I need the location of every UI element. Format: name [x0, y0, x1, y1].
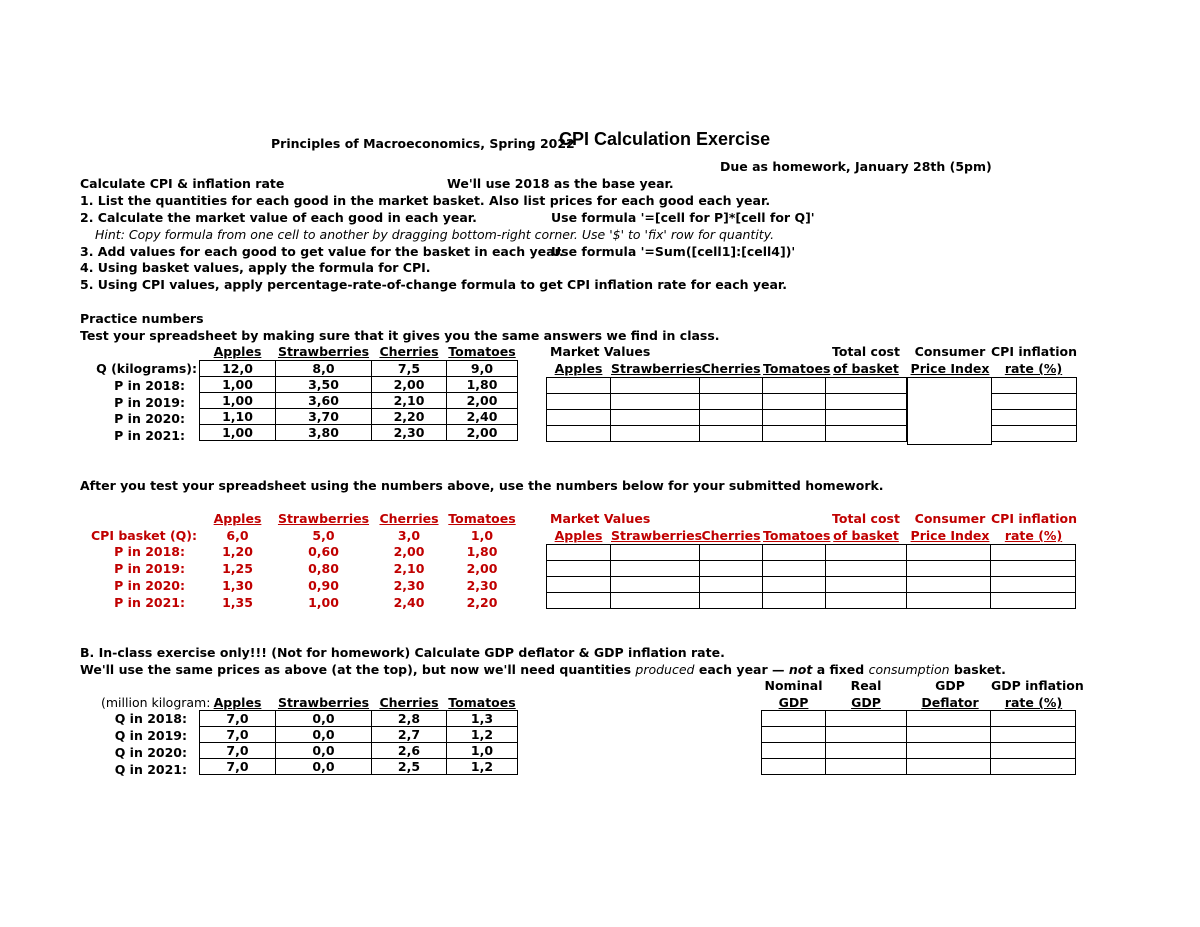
table-row — [547, 561, 1076, 577]
units-label: (million kilogram: — [101, 695, 211, 710]
table-cell[interactable]: 0,0 — [276, 759, 372, 775]
hw-total-cost-header: Total cost — [832, 511, 900, 526]
part-b-text: basket. — [953, 662, 1006, 677]
hint: Hint: Copy formula from one cell to another by dragging bottom-right corner. Use '$' to 'fix' row for quantity. — [95, 227, 775, 242]
table-cell[interactable]: 2,20 — [372, 409, 447, 425]
mv-col-tomatoes: Tomatoes — [763, 361, 831, 376]
practice-row-label: P in 2021: — [114, 428, 185, 443]
table-cell[interactable] — [826, 378, 907, 394]
practice-cpi-column — [907, 377, 992, 445]
part-b-text: produced — [635, 662, 695, 677]
table-cell[interactable]: 1,2 — [447, 727, 518, 743]
instructions-heading: Calculate CPI & inflation rate — [80, 176, 285, 191]
table-cell[interactable]: 2,5 — [372, 759, 447, 775]
table-cell[interactable] — [991, 727, 1076, 743]
hw-mv-col-apples: Apples — [554, 528, 603, 543]
cpi-inflation-header: CPI inflation — [991, 344, 1077, 359]
b-row-label: Q in 2018: — [114, 711, 187, 726]
table-row — [547, 394, 907, 410]
table-row — [200, 711, 518, 727]
table-row — [762, 743, 1076, 759]
table-cell[interactable]: 2,00 — [372, 377, 447, 393]
table-cell[interactable] — [992, 410, 1077, 426]
b-row-label: Q in 2021: — [114, 762, 187, 777]
table-row — [547, 577, 1076, 593]
hw-price: 2,40 — [393, 595, 425, 610]
part-b-text: not — [788, 662, 813, 677]
homework-answer-table — [546, 544, 1076, 609]
step-3: 3. Add values for each good to get value for the basket in each year. — [80, 244, 564, 259]
table-cell[interactable] — [991, 759, 1076, 775]
hw-price: 2,20 — [466, 595, 498, 610]
hw-market-values-title: Market Values — [550, 511, 651, 526]
total-cost-header: Total cost — [832, 344, 900, 359]
table-cell[interactable] — [611, 577, 700, 593]
table-cell[interactable] — [700, 593, 763, 609]
table-cell[interactable] — [826, 410, 907, 426]
practice-inflation-table — [991, 377, 1077, 442]
table-row — [908, 378, 992, 445]
table-cell[interactable] — [547, 561, 611, 577]
table-cell[interactable]: 2,30 — [372, 425, 447, 441]
table-cell[interactable]: 1,0 — [447, 743, 518, 759]
table-cell[interactable] — [611, 426, 700, 442]
table-cell[interactable] — [547, 394, 611, 410]
table-cell[interactable] — [826, 545, 907, 561]
table-cell[interactable]: 1,00 — [200, 425, 276, 441]
hw-col-tomatoes: Tomatoes — [448, 511, 516, 526]
practice-col-cherries: Cherries — [379, 344, 439, 359]
table-cell[interactable] — [547, 545, 611, 561]
step-2: 2. Calculate the market value of each good in each year. — [80, 210, 477, 225]
table-row — [200, 743, 518, 759]
step-5: 5. Using CPI values, apply percentage-rate-of-change formula to get CPI inflation rate for each year. — [80, 277, 788, 292]
practice-input-table — [199, 360, 518, 441]
table-row — [762, 711, 1076, 727]
table-row — [992, 394, 1077, 410]
nominal-gdp-header-2: GDP — [778, 695, 809, 710]
table-cell[interactable]: 1,00 — [200, 393, 276, 409]
table-cell[interactable]: 12,0 — [200, 361, 276, 377]
table-cell[interactable] — [547, 577, 611, 593]
table-cell[interactable] — [611, 410, 700, 426]
table-cell[interactable] — [826, 727, 907, 743]
gdp-deflator-header-2: Deflator — [921, 695, 979, 710]
table-cell[interactable] — [611, 593, 700, 609]
hw-price: 2,30 — [393, 578, 425, 593]
table-cell[interactable] — [700, 378, 763, 394]
b-col-strawberries: Strawberries — [277, 695, 370, 710]
table-cell[interactable] — [907, 743, 991, 759]
table-cell[interactable]: 2,8 — [372, 711, 447, 727]
hw-price: 2,00 — [466, 561, 498, 576]
table-cell[interactable] — [826, 759, 907, 775]
mv-col-strawberries: Strawberries — [611, 361, 703, 376]
hw-price: 1,80 — [466, 544, 498, 559]
table-cell[interactable] — [763, 394, 826, 410]
hw-price: 1,25 — [222, 561, 253, 576]
table-cell[interactable] — [991, 743, 1076, 759]
hw-row-label: P in 2019: — [114, 561, 185, 576]
table-cell[interactable]: 0,0 — [276, 743, 372, 759]
real-gdp-header-2: GDP — [851, 695, 881, 710]
transition-note: After you test your spreadsheet using the numbers above, use the numbers below for your submitted homework. — [80, 478, 884, 493]
table-row — [200, 409, 518, 425]
part-b-text: We'll use the same prices as above (at the top), but now we'll need quantities — [80, 662, 632, 677]
table-cell[interactable] — [547, 378, 611, 394]
table-cell[interactable]: 3,80 — [276, 425, 372, 441]
table-cell[interactable] — [907, 593, 991, 609]
table-row — [200, 759, 518, 775]
practice-col-apples: Apples — [213, 344, 262, 359]
table-cell[interactable] — [700, 577, 763, 593]
table-row — [992, 410, 1077, 426]
table-cell[interactable] — [762, 711, 826, 727]
table-cell[interactable] — [700, 410, 763, 426]
gdp-inflation-header-2: rate (%) — [1004, 695, 1063, 710]
hw-mv-col-strawberries: Strawberries — [611, 528, 703, 543]
table-cell[interactable]: 9,0 — [447, 361, 518, 377]
hw-price: 0,80 — [308, 561, 339, 576]
part-b-text: each year — — [698, 662, 785, 677]
table-cell[interactable]: 3,70 — [276, 409, 372, 425]
b-row-label: Q in 2019: — [114, 728, 187, 743]
table-cell[interactable]: 7,0 — [200, 711, 276, 727]
hw-col-strawberries: Strawberries — [277, 511, 370, 526]
table-row — [200, 727, 518, 743]
hw-row-label: P in 2020: — [114, 578, 185, 593]
table-cell[interactable] — [547, 426, 611, 442]
table-row — [547, 593, 1076, 609]
step-2-formula: Use formula '=[cell for P]*[cell for Q]' — [551, 210, 815, 225]
table-cell[interactable]: 7,0 — [200, 727, 276, 743]
table-cell[interactable] — [826, 394, 907, 410]
course-name: Principles of Macroeconomics, Spring 2022 — [271, 136, 575, 151]
table-cell[interactable] — [611, 394, 700, 410]
hw-price: 2,10 — [393, 561, 425, 576]
hw-cpi-inflation-header: CPI inflation — [991, 511, 1077, 526]
table-cell[interactable] — [763, 593, 826, 609]
table-cell[interactable] — [992, 378, 1077, 394]
table-cell[interactable] — [907, 561, 991, 577]
table-cell[interactable] — [611, 561, 700, 577]
due-date: Due as homework, January 28th (5pm) — [720, 159, 992, 174]
hw-cpi-header: Consumer — [914, 511, 986, 526]
table-cell[interactable] — [907, 759, 991, 775]
table-cell[interactable] — [763, 426, 826, 442]
table-cell[interactable]: 2,40 — [447, 409, 518, 425]
table-cell[interactable] — [700, 394, 763, 410]
table-cell[interactable]: 0,0 — [276, 727, 372, 743]
hw-price: 1,35 — [222, 595, 253, 610]
table-row — [200, 361, 518, 377]
table-cell[interactable] — [991, 711, 1076, 727]
hw-q-cherries: 3,0 — [397, 528, 421, 543]
real-gdp-header: Real — [850, 678, 882, 693]
hw-price: 1,00 — [308, 595, 339, 610]
part-b-text: a fixed — [816, 662, 865, 677]
table-row — [547, 545, 1076, 561]
table-cell[interactable] — [611, 545, 700, 561]
hw-col-apples: Apples — [213, 511, 262, 526]
hw-col-cherries: Cherries — [379, 511, 439, 526]
hw-row-label: P in 2021: — [114, 595, 185, 610]
table-cell[interactable] — [826, 711, 907, 727]
table-row — [992, 426, 1077, 442]
b-row-label: Q in 2020: — [114, 745, 187, 760]
table-cell[interactable]: 1,2 — [447, 759, 518, 775]
hw-price: 1,20 — [222, 544, 253, 559]
cpi-inflation-header-2: rate (%) — [1004, 361, 1063, 376]
table-cell[interactable] — [826, 561, 907, 577]
table-cell[interactable] — [826, 426, 907, 442]
table-cell[interactable]: 2,00 — [447, 425, 518, 441]
table-row — [992, 378, 1077, 394]
table-cell[interactable] — [992, 394, 1077, 410]
table-cell[interactable] — [991, 545, 1076, 561]
table-row — [547, 378, 907, 394]
table-cell[interactable] — [826, 577, 907, 593]
gdp-deflator-header: GDP — [935, 678, 965, 693]
mv-col-apples: Apples — [554, 361, 603, 376]
table-cell[interactable] — [762, 759, 826, 775]
hw-q-apples: 6,0 — [226, 528, 249, 543]
gdp-quantities-table — [199, 710, 518, 775]
table-cell[interactable] — [991, 561, 1076, 577]
total-cost-header-2: of basket — [833, 361, 899, 376]
table-cell[interactable]: 2,7 — [372, 727, 447, 743]
table-cell[interactable]: 1,00 — [200, 377, 276, 393]
table-cell[interactable] — [762, 727, 826, 743]
table-row — [547, 426, 907, 442]
table-cell[interactable]: 7,0 — [200, 743, 276, 759]
table-cell[interactable]: 2,00 — [447, 393, 518, 409]
table-cell[interactable]: 3,50 — [276, 377, 372, 393]
step-4: 4. Using basket values, apply the formula for CPI. — [80, 260, 431, 275]
hw-total-cost-header-2: of basket — [833, 528, 899, 543]
hw-mv-col-tomatoes: Tomatoes — [763, 528, 831, 543]
market-values-title: Market Values — [550, 344, 651, 359]
table-cell[interactable] — [908, 378, 992, 445]
practice-market-values-table — [546, 377, 907, 442]
practice-row-label: P in 2018: — [114, 378, 185, 393]
b-col-tomatoes: Tomatoes — [448, 695, 516, 710]
mv-col-cherries: Cherries — [701, 361, 761, 376]
table-cell[interactable] — [763, 561, 826, 577]
table-cell[interactable] — [991, 577, 1076, 593]
practice-row-label: Q (kilograms): — [96, 361, 197, 376]
table-row — [200, 377, 518, 393]
table-row — [547, 410, 907, 426]
page-title: CPI Calculation Exercise — [559, 129, 771, 149]
table-cell[interactable]: 7,0 — [200, 759, 276, 775]
hw-price: 2,00 — [393, 544, 425, 559]
table-cell[interactable] — [907, 545, 991, 561]
table-cell[interactable] — [763, 577, 826, 593]
step-3-formula: Use formula '=Sum([cell1]:[cell4])' — [551, 244, 796, 259]
table-cell[interactable] — [700, 561, 763, 577]
hw-cpi-header-2: Price Index — [910, 528, 990, 543]
table-cell[interactable] — [700, 426, 763, 442]
part-b-heading: B. In-class exercise only!!! (Not for homework) Calculate GDP deflator & GDP inflation rate. — [80, 645, 725, 660]
table-cell[interactable]: 1,3 — [447, 711, 518, 727]
hw-price: 1,30 — [222, 578, 253, 593]
hw-cpi-inflation-header-2: rate (%) — [1004, 528, 1063, 543]
hw-q-strawberries: 5,0 — [312, 528, 335, 543]
table-cell[interactable] — [907, 711, 991, 727]
table-cell[interactable]: 1,10 — [200, 409, 276, 425]
practice-row-label: P in 2019: — [114, 395, 185, 410]
table-cell[interactable] — [547, 410, 611, 426]
table-cell[interactable]: 3,60 — [276, 393, 372, 409]
practice-col-strawberries: Strawberries — [277, 344, 370, 359]
cpi-header: Consumer — [914, 344, 986, 359]
practice-subheading: Test your spreadsheet by making sure that it gives you the same answers we find in class. — [80, 328, 720, 343]
table-cell[interactable] — [611, 378, 700, 394]
hw-price: 0,90 — [308, 578, 339, 593]
table-cell[interactable] — [762, 743, 826, 759]
table-cell[interactable] — [547, 593, 611, 609]
table-cell[interactable] — [700, 545, 763, 561]
gdp-answer-table — [761, 710, 1076, 775]
part-b-description — [80, 662, 1006, 678]
table-cell[interactable] — [991, 593, 1076, 609]
table-cell[interactable]: 2,10 — [372, 393, 447, 409]
table-cell[interactable]: 0,0 — [276, 711, 372, 727]
base-year-note: We'll use 2018 as the base year. — [447, 176, 674, 191]
practice-row-label: P in 2020: — [114, 411, 185, 426]
table-cell[interactable]: 7,5 — [372, 361, 447, 377]
hw-price: 0,60 — [308, 544, 339, 559]
cpi-header-2: Price Index — [910, 361, 990, 376]
table-cell[interactable]: 2,6 — [372, 743, 447, 759]
practice-heading: Practice numbers — [80, 311, 204, 326]
b-col-cherries: Cherries — [379, 695, 439, 710]
table-row — [200, 425, 518, 441]
table-cell[interactable]: 1,80 — [447, 377, 518, 393]
table-cell[interactable]: 8,0 — [276, 361, 372, 377]
table-row — [762, 759, 1076, 775]
nominal-gdp-header: Nominal — [764, 678, 823, 693]
table-cell[interactable] — [763, 378, 826, 394]
practice-col-tomatoes: Tomatoes — [448, 344, 516, 359]
table-cell[interactable] — [763, 410, 826, 426]
table-cell[interactable] — [826, 743, 907, 759]
table-cell[interactable] — [907, 727, 991, 743]
hw-price: 2,30 — [466, 578, 498, 593]
table-row — [200, 393, 518, 409]
table-row — [762, 727, 1076, 743]
table-cell[interactable] — [826, 593, 907, 609]
hw-q-tomatoes: 1,0 — [470, 528, 494, 543]
hw-row-label: CPI basket (Q): — [91, 528, 197, 543]
b-col-apples: Apples — [213, 695, 262, 710]
table-cell[interactable] — [763, 545, 826, 561]
hw-row-label: P in 2018: — [114, 544, 185, 559]
part-b-text: consumption — [868, 662, 950, 677]
table-cell[interactable] — [907, 577, 991, 593]
gdp-inflation-header: GDP inflation — [991, 678, 1084, 693]
step-1: 1. List the quantities for each good in the market basket. Also list prices for each good each year. — [80, 193, 771, 208]
table-cell[interactable] — [992, 426, 1077, 442]
hw-mv-col-cherries: Cherries — [701, 528, 761, 543]
